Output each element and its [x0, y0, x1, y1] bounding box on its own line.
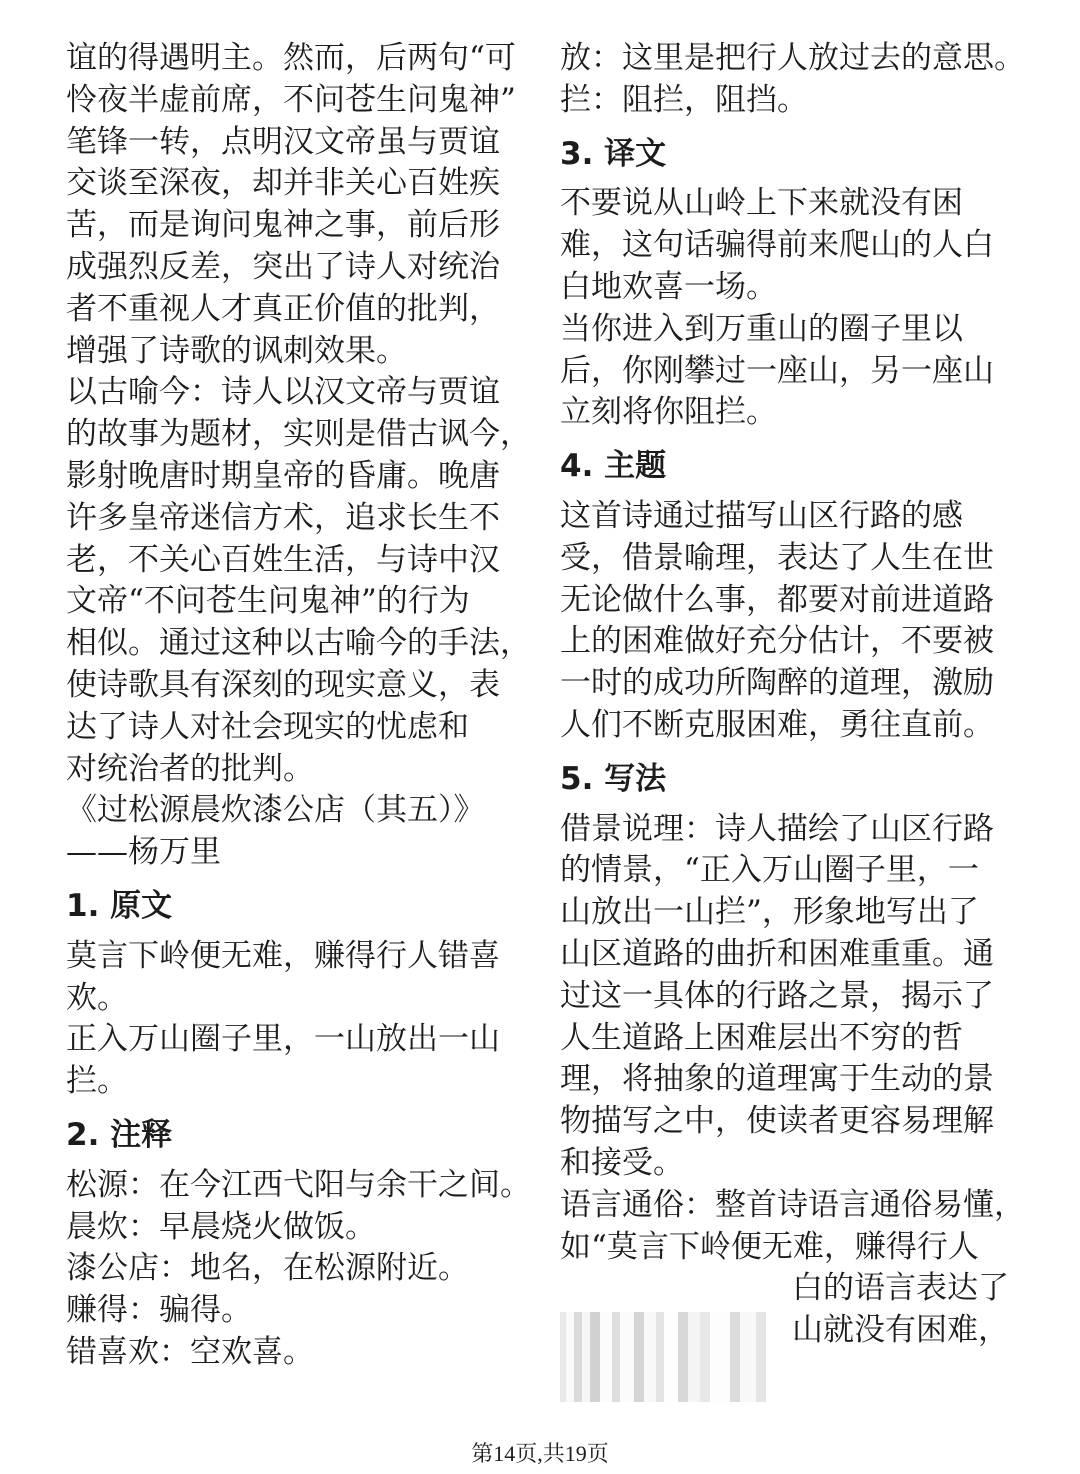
right-block-3	[560, 496, 1040, 747]
text-line: 的故事为题材，实则是借古讽今，	[66, 416, 531, 453]
right-block-4	[560, 809, 1040, 1352]
text-line: 人生道路上困难层出不穷的哲	[560, 1019, 963, 1056]
text-line: 增强了诗歌的讽刺效果。	[66, 332, 407, 369]
section-heading-theme: 4. 主题	[560, 448, 667, 485]
text-line: 这首诗通过描写山区行路的感	[560, 497, 963, 534]
section-heading-translation: 3. 译文	[560, 135, 667, 172]
section-heading-original: 1. 原文	[66, 887, 173, 924]
text-line: 莫言下岭便无难，赚得行人错喜	[66, 937, 500, 974]
text-line: 山区道路的曲折和困难重重。通	[560, 935, 994, 972]
text-line: 晨炊：早晨烧火做饭。	[66, 1208, 376, 1245]
section-heading-notes: 2. 注释	[66, 1116, 173, 1153]
right-block-1	[560, 38, 1040, 122]
text-line: 者不重视人才真正价值的批判，	[66, 290, 500, 327]
text-line: 白地欢喜一场。	[560, 268, 777, 305]
text-line: 相似。通过这种以古喻今的手法，	[66, 625, 531, 662]
text-line: 赚得：骗得。	[66, 1292, 252, 1329]
right-column	[560, 38, 1040, 1352]
page-number: 第14页,共19页	[471, 1441, 609, 1466]
text-line: 如“莫言下岭便无难，赚得行人	[560, 1228, 979, 1265]
text-line: 人们不断克服困难，勇往直前。	[560, 706, 994, 743]
text-line: 语言通俗：整首诗语言通俗易懂，	[560, 1186, 1025, 1223]
text-line-partial: 白的语言表达了	[792, 1270, 1009, 1307]
text-line: 受，借景喻理，表达了人生在世	[560, 539, 994, 576]
text-line: 交谈至深夜，却并非关心百姓疾	[66, 165, 500, 202]
text-line-partial: 山就没有困难，	[792, 1312, 1009, 1349]
text-line: 怜夜半虚前席，不问苍生问鬼神”	[66, 81, 516, 118]
text-line: 松源：在今江西弋阳与余干之间。	[66, 1166, 531, 1203]
text-line: 文帝“不问苍生问鬼神”的行为	[66, 583, 470, 620]
section-heading-technique: 5. 写法	[560, 760, 667, 797]
text-line: 以古喻今：诗人以汉文帝与贾谊	[66, 374, 500, 411]
poem-title: 《过松源晨炊漆公店（其五）》	[66, 792, 485, 829]
text-line: 错喜欢：空欢喜。	[66, 1333, 314, 1370]
text-line: 谊的得遇明主。然而，后两句“可	[66, 40, 516, 76]
text-line: 漆公店：地名，在松源附近。	[66, 1250, 469, 1287]
text-line: 成强烈反差，突出了诗人对统治	[66, 248, 500, 285]
text-line: 不要说从山岭上下来就没有困	[560, 185, 963, 222]
text-line: 使诗歌具有深刻的现实意义，表	[66, 666, 500, 703]
left-column	[66, 38, 536, 1374]
text-line: 一时的成功所陶醉的道理，激励	[560, 665, 994, 702]
text-line: 影射晚唐时期皇帝的昏庸。晚唐	[66, 457, 500, 494]
text-line: 的情景，“正入万山圈子里，一	[560, 852, 979, 889]
left-block-3	[66, 1165, 536, 1374]
text-line: 难，这句话骗得前来爬山的人白	[560, 227, 994, 264]
blurred-overlay	[560, 1312, 790, 1402]
text-line: 欢。	[66, 979, 128, 1016]
text-line: 立刻将你阻拦。	[560, 394, 777, 431]
left-block-1	[66, 38, 536, 874]
text-line: 过这一具体的行路之景，揭示了	[560, 977, 994, 1014]
text-line: 上的困难做好充分估计，不要被	[560, 623, 994, 660]
text-line: 山放出一山拦”，形象地写出了	[560, 894, 979, 931]
left-block-2	[66, 936, 536, 1103]
text-line: 放：这里是把行人放过去的意思。	[560, 40, 1025, 76]
text-line: 物描写之中，使读者更容易理解	[560, 1103, 994, 1140]
text-line: 当你进入到万重山的圈子里以	[560, 310, 963, 347]
text-line: 达了诗人对社会现实的忧虑和	[66, 708, 469, 745]
poem-author: ——杨万里	[66, 834, 221, 871]
text-line: 许多皇帝迷信方术，追求长生不	[66, 499, 500, 536]
text-line: 借景说理：诗人描绘了山区行路	[560, 810, 994, 847]
text-line: 苦，而是询问鬼神之事，前后形	[66, 207, 500, 244]
text-line: 无论做什么事，都要对前进道路	[560, 581, 994, 618]
right-block-2	[560, 183, 1040, 434]
text-line: 拦。	[66, 1063, 128, 1100]
text-line: 理，将抽象的道理寓于生动的景	[560, 1061, 994, 1098]
text-line: 笔锋一转，点明汉文帝虽与贾谊	[66, 123, 500, 160]
text-line: 拦：阻拦，阻挡。	[560, 81, 808, 118]
text-line: 后，你刚攀过一座山，另一座山	[560, 352, 994, 389]
text-line: 正入万山圈子里，一山放出一山	[66, 1021, 500, 1058]
text-line: 对统治者的批判。	[66, 750, 314, 787]
text-line: 老，不关心百姓生活，与诗中汉	[66, 541, 500, 578]
text-line: 和接受。	[560, 1144, 684, 1181]
